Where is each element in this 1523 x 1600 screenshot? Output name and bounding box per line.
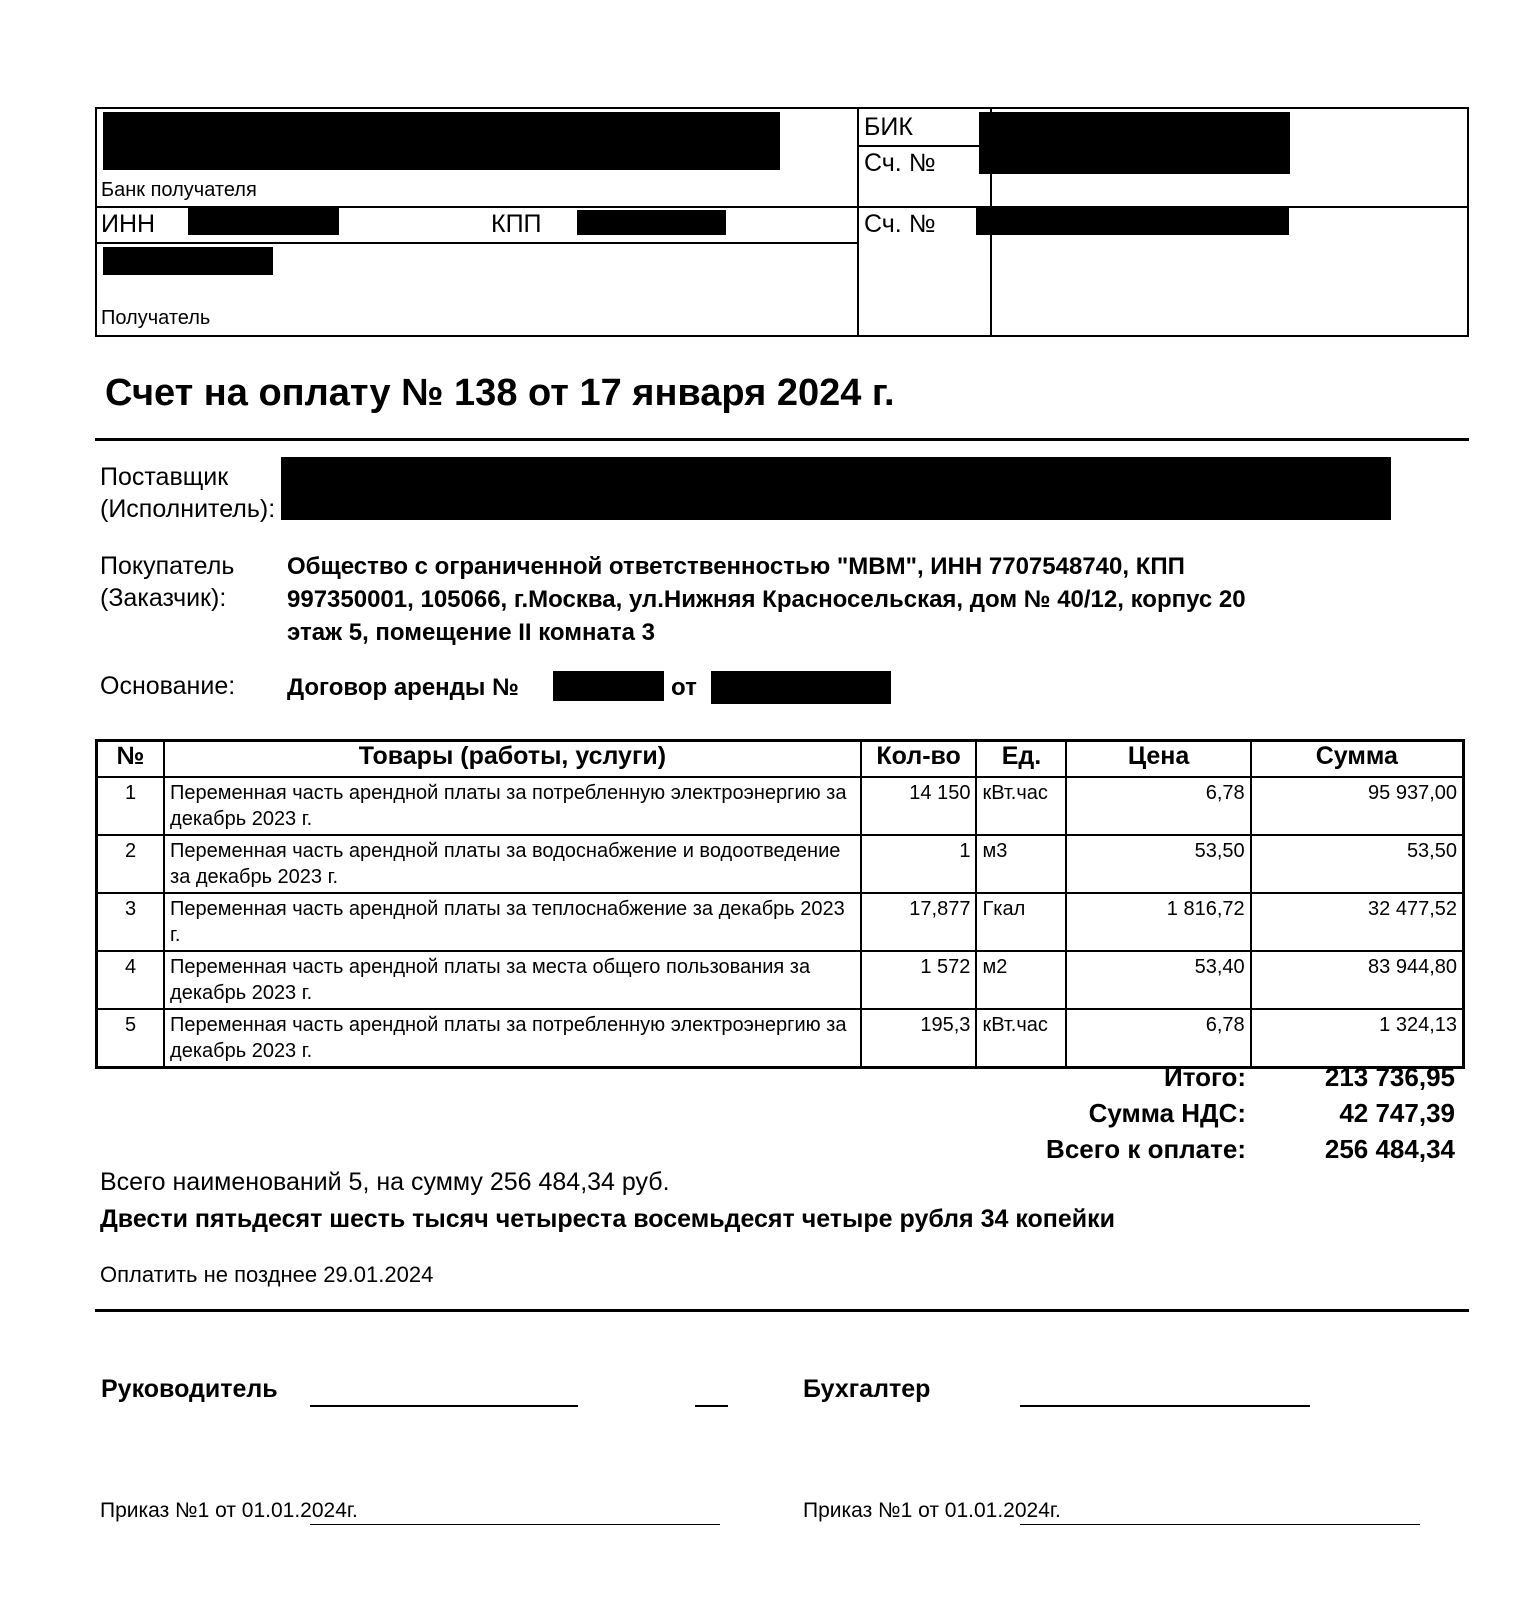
table-row [97,1009,1464,1068]
basis-prefix: Договор аренды № [287,674,519,701]
row-name: Переменная часть арендной платы за потребленную электроэнергию за декабрь 2023 г. [164,777,861,835]
bank-label: Банк получателя [101,179,257,201]
basis-label: Основание: [100,672,236,700]
row-sum: 1 324,13 [1251,1009,1464,1068]
row-sum: 53,50 [1251,835,1464,893]
row-sum: 83 944,80 [1251,951,1464,1009]
redacted-supplier [281,457,1391,520]
row-qty: 195,3 [861,1009,977,1068]
order-left: Приказ №1 от 01.01.2024г. [100,1499,358,1522]
redacted-bank-name [103,112,780,170]
basis-from: от [671,674,697,701]
row-sum: 95 937,00 [1251,777,1464,835]
buyer-label-2: (Заказчик): [100,584,227,612]
row-number: 2 [97,835,165,893]
row-price: 6,78 [1066,777,1250,835]
table-row [97,777,1464,835]
head-name-line [695,1405,728,1407]
redacted-bik-account [979,112,1290,174]
buyer-label-1: Покупатель [100,552,235,580]
header-price: Цена [1066,741,1250,778]
row-number: 5 [97,1009,165,1068]
table-row [97,951,1464,1009]
due-label: Всего к оплате: [1046,1134,1246,1164]
header-qty: Кол-во [861,741,977,778]
row-price: 1 816,72 [1066,893,1250,951]
order-left-line [310,1524,720,1525]
divider-top [95,438,1469,441]
account-label-1: Сч. № [864,149,936,177]
row-number: 3 [97,893,165,951]
row-unit: Гкал [976,893,1066,951]
row-sum: 32 477,52 [1251,893,1464,951]
row-number: 1 [97,777,165,835]
invoice-title: Счет на оплату № 138 от 17 января 2024 г. [105,372,895,414]
summary-count: Всего наименований 5, на сумму 256 484,34 руб. [100,1168,670,1196]
row-name: Переменная часть арендной платы за потребленную электроэнергию за декабрь 2023 г. [164,1009,861,1068]
table-row [97,835,1464,893]
header-sum: Сумма [1251,741,1464,778]
accountant-signature-line [1020,1405,1310,1407]
header-goods: Товары (работы, услуги) [164,741,861,778]
header-unit: Ед. [976,741,1066,778]
row-price: 53,50 [1066,835,1250,893]
table-row [97,893,1464,951]
row-unit: кВт.час [976,777,1066,835]
head-label: Руководитель [101,1375,278,1403]
account-label-2: Сч. № [864,210,936,238]
total-label: Итого: [1164,1062,1246,1092]
buyer-line-3: этаж 5, помещение II комната 3 [287,619,655,646]
row-qty: 1 [861,835,977,893]
buyer-line-2: 997350001, 105066, г.Москва, ул.Нижняя Красносельская, дом № 40/12, корпус 20 [287,586,1246,613]
row-unit: кВт.час [976,1009,1066,1068]
accountant-label: Бухгалтер [803,1375,931,1403]
row-qty: 17,877 [861,893,977,951]
row-unit: м2 [976,951,1066,1009]
redacted-contract-date [711,671,891,704]
redacted-kpp [577,210,726,235]
row-unit: м3 [976,835,1066,893]
bik-label: БИК [864,113,913,141]
vat-value: 42 747,39 [1339,1098,1455,1128]
vat-label: Сумма НДС: [1088,1098,1246,1128]
redacted-inn [188,208,339,235]
row-number: 4 [97,951,165,1009]
total-value: 213 736,95 [1324,1062,1455,1092]
row-price: 6,78 [1066,1009,1250,1068]
supplier-label-2: (Исполнитель): [100,495,276,523]
row-name: Переменная часть арендной платы за водоснабжение и водоотведение за декабрь 2023 г. [164,835,861,893]
payment-deadline: Оплатить не позднее 29.01.2024 [100,1262,434,1287]
header-number: № [97,741,165,778]
kpp-label: КПП [491,210,542,238]
order-right: Приказ №1 от 01.01.2024г. [803,1499,1061,1522]
summary-words: Двести пятьдесят шесть тысяч четыреста восемьдесят четыре рубля 34 копейки [100,1205,1116,1233]
row-name: Переменная часть арендной платы за теплоснабжение за декабрь 2023 г. [164,893,861,951]
divider-bottom [95,1309,1469,1312]
row-name: Переменная часть арендной платы за места общего пользования за декабрь 2023 г. [164,951,861,1009]
redacted-account [976,208,1289,235]
redacted-recipient [103,247,273,275]
buyer-line-1: Общество с ограниченной ответственностью "МВМ", ИНН 7707548740, КПП [287,553,1185,580]
head-signature-line [310,1405,578,1407]
order-right-line [1020,1524,1420,1525]
due-value: 256 484,34 [1324,1134,1455,1164]
inn-label: ИНН [101,210,156,238]
goods-table [95,739,1465,1069]
row-qty: 1 572 [861,951,977,1009]
row-price: 53,40 [1066,951,1250,1009]
supplier-label-1: Поставщик [100,463,229,491]
row-qty: 14 150 [861,777,977,835]
table-header-row [97,741,1464,778]
recipient-label: Получатель [101,307,211,329]
redacted-contract-number [553,671,664,701]
